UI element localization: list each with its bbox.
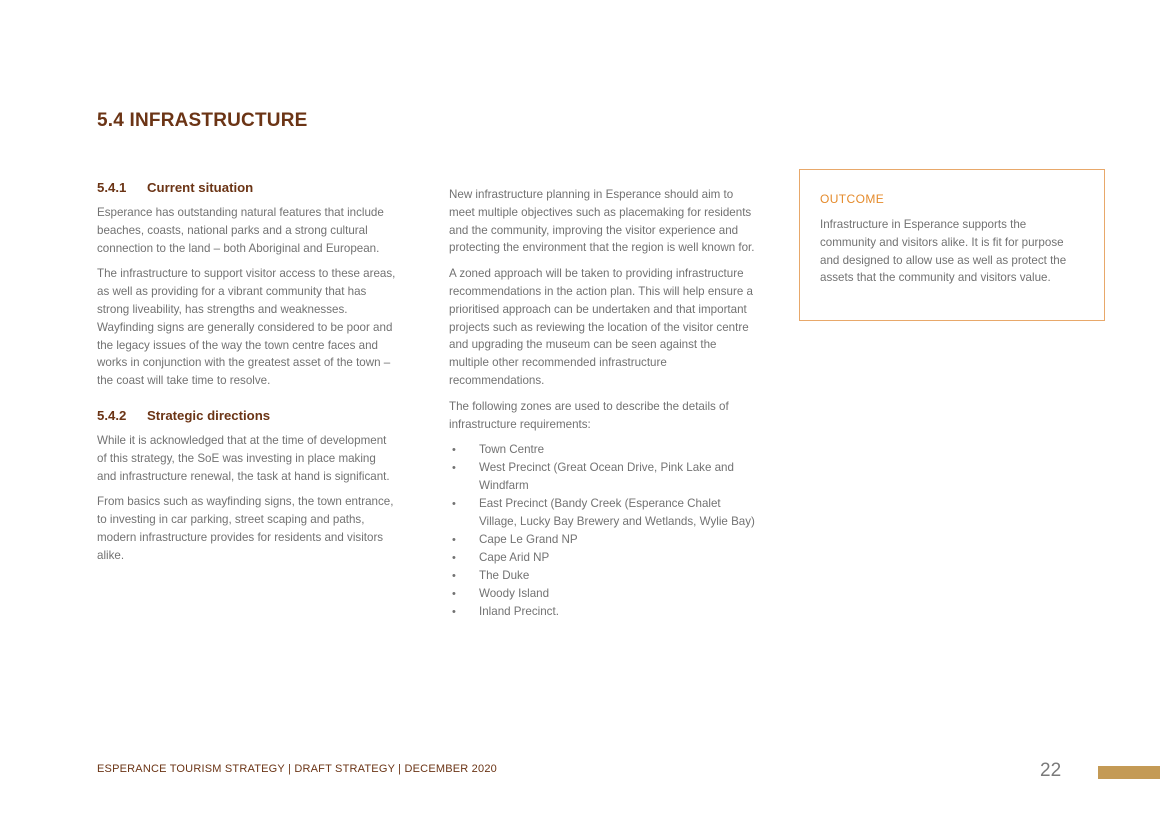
outcome-text: Infrastructure in Esperance supports the community and visitors alike. It is fit for purpose and designed to allow use as well as protect the assets that the community and visitors value.: [820, 218, 1067, 285]
zone-label: Woody Island: [479, 587, 550, 601]
footer-accent-bar: [1098, 766, 1160, 779]
list-item: [449, 441, 757, 459]
bullet-icon: •: [452, 588, 456, 601]
current-situation-paragraph-2: The infrastructure to support visitor access to these areas, as well as providing for a vibrant community that has strong liveability, has strengths and weaknesses. Wayfinding signs are generally considered to be poor and the legacy issues of the way the town centre faces and works in conjunction with the greatest asset of the town – the coast will take time to resolve.: [97, 267, 396, 388]
strategic-directions-heading: [97, 406, 397, 426]
strategic-directions-number: 5.4.2: [97, 407, 127, 423]
zones-list: [449, 441, 757, 621]
list-item: [449, 567, 757, 585]
current-situation-heading: [97, 178, 397, 198]
outcome-box: [799, 169, 1105, 321]
strategic-directions-paragraph-2: From basics such as wayfinding signs, the town entrance, to investing in car parking, street scaping and paths, modern infrastructure provides for residents and visitors alike.: [97, 495, 394, 562]
left-column: [97, 178, 397, 573]
current-situation-paragraph-1: Esperance has outstanding natural features that include beaches, coasts, national parks and a strong cultural connection to the land – both Aboriginal and European.: [97, 206, 384, 255]
list-item: [449, 585, 757, 603]
zone-label: Inland Precinct.: [479, 605, 559, 619]
zone-label: Cape Le Grand NP: [479, 533, 578, 547]
section-title: 5.4 INFRASTRUCTURE: [97, 110, 308, 131]
list-item: [449, 603, 757, 621]
current-situation-number: 5.4.1: [97, 180, 127, 195]
bullet-icon: •: [452, 606, 456, 619]
zone-label: Cape Arid NP: [479, 551, 550, 565]
list-item: [449, 495, 757, 531]
zone-label: Town Centre: [479, 443, 545, 457]
bullet-icon: •: [452, 552, 456, 565]
infrastructure-planning-paragraph: New infrastructure planning in Esperance should aim to meet multiple objectives such as placemaking for residents and the community, improving the visitor experience and protecting the environment that the region is well known for.: [449, 188, 755, 255]
bullet-icon: •: [452, 534, 456, 547]
zones-intro-paragraph: The following zones are used to describe the details of infrastructure requirements:: [449, 399, 729, 431]
strategic-directions-title: Strategic directions: [147, 407, 271, 423]
list-item: [449, 531, 757, 549]
list-item: [449, 459, 757, 495]
footer-document-title: ESPERANCE TOURISM STRATEGY | DRAFT STRATEGY | DECEMBER 2020: [97, 763, 497, 775]
middle-column: [449, 186, 757, 621]
page-number: 22: [1040, 760, 1062, 781]
current-situation-title: Current situation: [147, 180, 254, 195]
zone-label: West Precinct (Great Ocean Drive, Pink Lake and Windfarm: [479, 461, 734, 493]
bullet-icon: •: [452, 498, 456, 511]
zone-label: East Precinct (Bandy Creek (Esperance Chalet Village, Lucky Bay Brewery and Wetlands, Wylie Bay): [479, 497, 755, 529]
zone-label: The Duke: [479, 569, 530, 583]
outcome-heading: OUTCOME: [820, 192, 885, 206]
strategic-directions-paragraph-1: While it is acknowledged that at the time of development of this strategy, the SoE was investing in place making and infrastructure renewal, the task at hand is significant.: [97, 433, 390, 483]
bullet-icon: •: [452, 462, 456, 475]
bullet-icon: •: [452, 570, 456, 583]
list-item: [449, 549, 757, 567]
bullet-icon: •: [452, 444, 456, 457]
zoned-approach-paragraph: A zoned approach will be taken to providing infrastructure recommendations in the action plan. This will help ensure a prioritised approach can be undertaken and that important projects such as reviewing the location of the visitor centre and upgrading the museum can be seen against the multiple other recommended infrastructure recommendations.: [449, 267, 753, 387]
